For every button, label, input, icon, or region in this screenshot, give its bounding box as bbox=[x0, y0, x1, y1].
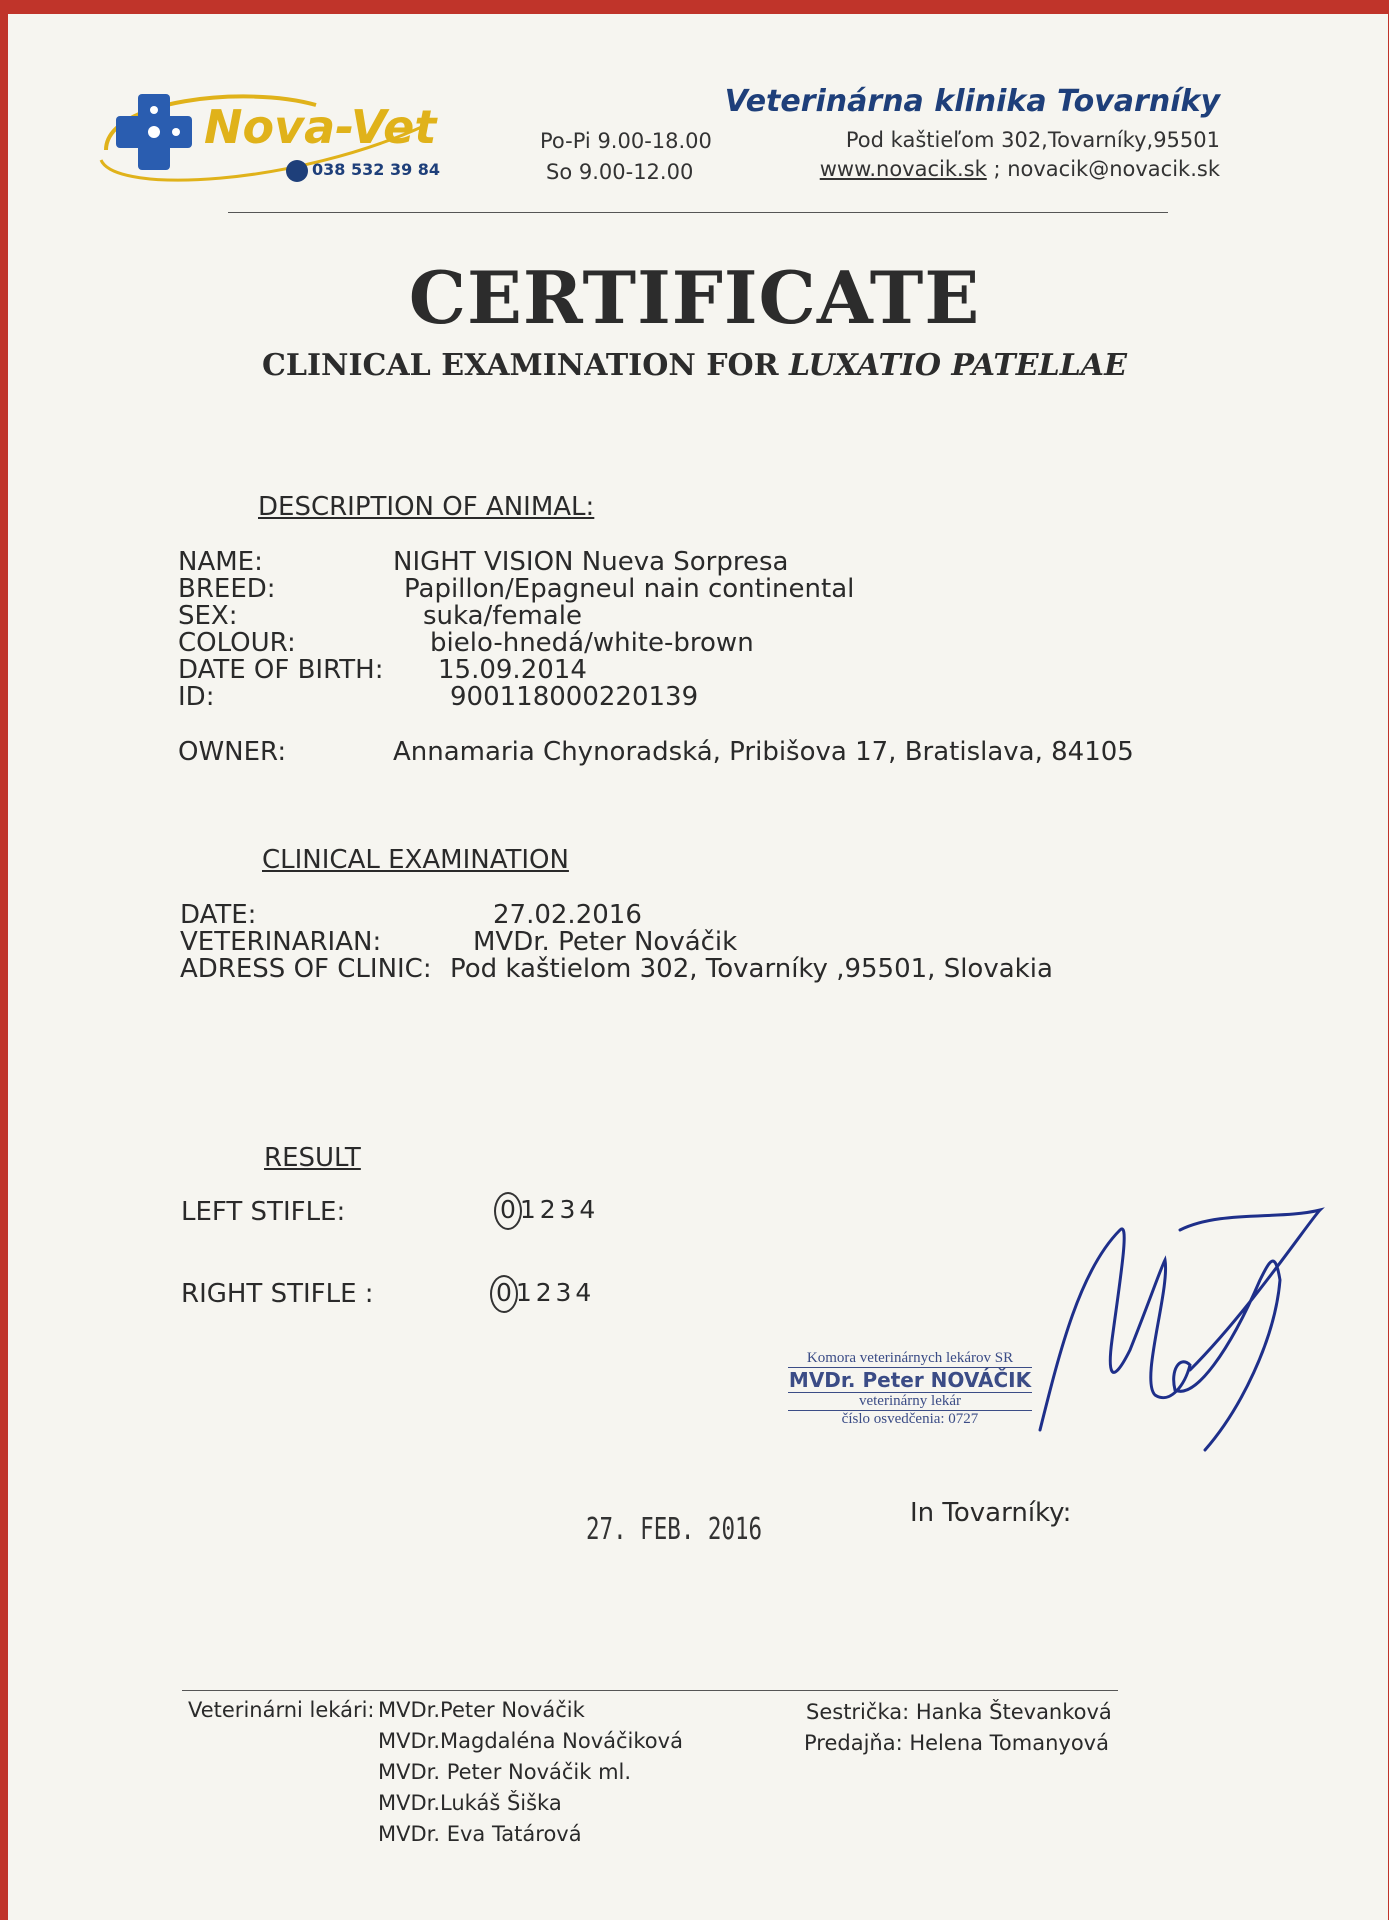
certificate-title: CERTIFICATE bbox=[408, 255, 981, 340]
clinic-contact bbox=[820, 157, 1220, 181]
medical-cross-icon bbox=[114, 92, 194, 172]
footer-nurse: Sestrička: Hanka Števanková bbox=[806, 1700, 1112, 1724]
clinic-name: Veterinárna klinika Tovarníky bbox=[724, 84, 1220, 119]
stamp-line-3: veterinárny lekár bbox=[858, 1393, 962, 1409]
footer-divider bbox=[182, 1690, 1118, 1691]
hours-saturday: So 9.00-12.00 bbox=[546, 160, 694, 184]
contact-separator: ; bbox=[986, 157, 1008, 181]
exam-value-vet: MVDr. Peter Nováčik bbox=[473, 927, 738, 957]
stamp-line-4: číslo osvedčenia: 0727 bbox=[788, 1410, 1032, 1428]
animal-value-sex: suka/female bbox=[423, 601, 582, 631]
date-stamp: 27. FEB. 2016 bbox=[586, 1512, 763, 1547]
footer-shop: Predajňa: Helena Tomanyová bbox=[804, 1731, 1109, 1755]
exam-value-date: 27.02.2016 bbox=[493, 900, 642, 930]
hours-weekdays: Po-Pi 9.00-18.00 bbox=[540, 129, 712, 153]
owner-value: Annamaria Chynoradská, Pribišova 17, Bratislava, 84105 bbox=[393, 737, 1134, 767]
footer-vet-2: MVDr.Magdaléna Nováčiková bbox=[378, 1729, 683, 1753]
phone-icon bbox=[286, 160, 308, 182]
footer-vet-4: MVDr.Lukáš Šiška bbox=[378, 1791, 562, 1815]
exam-label-clinic: ADRESS OF CLINIC: bbox=[180, 954, 432, 984]
footer-vet-3: MVDr. Peter Nováčik ml. bbox=[378, 1760, 632, 1784]
stamp-line-2: MVDr. Peter NOVÁČIK bbox=[788, 1368, 1032, 1392]
animal-value-dob: 15.09.2014 bbox=[438, 655, 587, 685]
animal-label-name: NAME: bbox=[178, 547, 263, 577]
left-stifle-grades: 0 1 2 3 4 bbox=[500, 1195, 594, 1224]
footer-vet-5: MVDr. Eva Tatárová bbox=[378, 1822, 582, 1846]
result-heading: RESULT bbox=[264, 1143, 361, 1173]
clinic-address: Pod kaštieľom 302,Tovarníky,95501 bbox=[845, 128, 1220, 152]
animal-value-id: 900118000220139 bbox=[450, 682, 699, 712]
owner-label: OWNER: bbox=[178, 737, 287, 767]
signature-icon bbox=[1020, 1190, 1350, 1520]
vet-stamp bbox=[788, 1350, 1032, 1438]
place-label: In Tovarníky: bbox=[910, 1498, 1072, 1528]
exam-heading: CLINICAL EXAMINATION bbox=[262, 845, 569, 875]
email-link[interactable]: novacik@novacik.sk bbox=[1007, 157, 1220, 181]
right-stifle-label: RIGHT STIFLE : bbox=[181, 1279, 374, 1309]
website-link[interactable]: www.novacik.sk bbox=[819, 157, 987, 181]
clinic-logo bbox=[96, 80, 456, 190]
animal-value-colour: bielo-hnedá/white-brown bbox=[430, 628, 754, 658]
footer-vet-1: MVDr.Peter Nováčik bbox=[378, 1698, 585, 1722]
animal-label-colour: COLOUR: bbox=[178, 628, 296, 658]
animal-label-breed: BREED: bbox=[178, 574, 276, 604]
subtitle-prefix: CLINICAL EXAMINATION FOR bbox=[262, 348, 790, 383]
animal-label-sex: SEX: bbox=[178, 601, 238, 631]
right-stifle-grades: 0 1 2 3 4 bbox=[496, 1278, 590, 1307]
exam-label-date: DATE: bbox=[180, 900, 257, 930]
header-divider bbox=[228, 212, 1168, 213]
logo-brand: Nova-Vet bbox=[204, 100, 437, 154]
animal-heading: DESCRIPTION OF ANIMAL: bbox=[258, 492, 595, 522]
exam-value-clinic: Pod kaštielom 302, Tovarníky ,95501, Slovakia bbox=[450, 954, 1053, 984]
exam-label-vet: VETERINARIAN: bbox=[180, 927, 382, 957]
footer-vets-label: Veterinárni lekári: bbox=[188, 1698, 375, 1722]
animal-label-dob: DATE OF BIRTH: bbox=[178, 655, 384, 685]
logo-phone: 038 532 39 84 bbox=[312, 160, 441, 179]
certificate-subtitle bbox=[0, 348, 1389, 383]
subtitle-italic: LUXATIO PATELLAE bbox=[789, 348, 1127, 383]
animal-value-breed: Papillon/Epagneul nain continental bbox=[404, 574, 855, 604]
animal-label-id: ID: bbox=[178, 682, 215, 712]
left-stifle-label: LEFT STIFLE: bbox=[181, 1197, 346, 1227]
animal-value-name: NIGHT VISION Nueva Sorpresa bbox=[393, 547, 789, 577]
stamp-line-1: Komora veterinárnych lekárov SR bbox=[806, 1350, 1014, 1366]
